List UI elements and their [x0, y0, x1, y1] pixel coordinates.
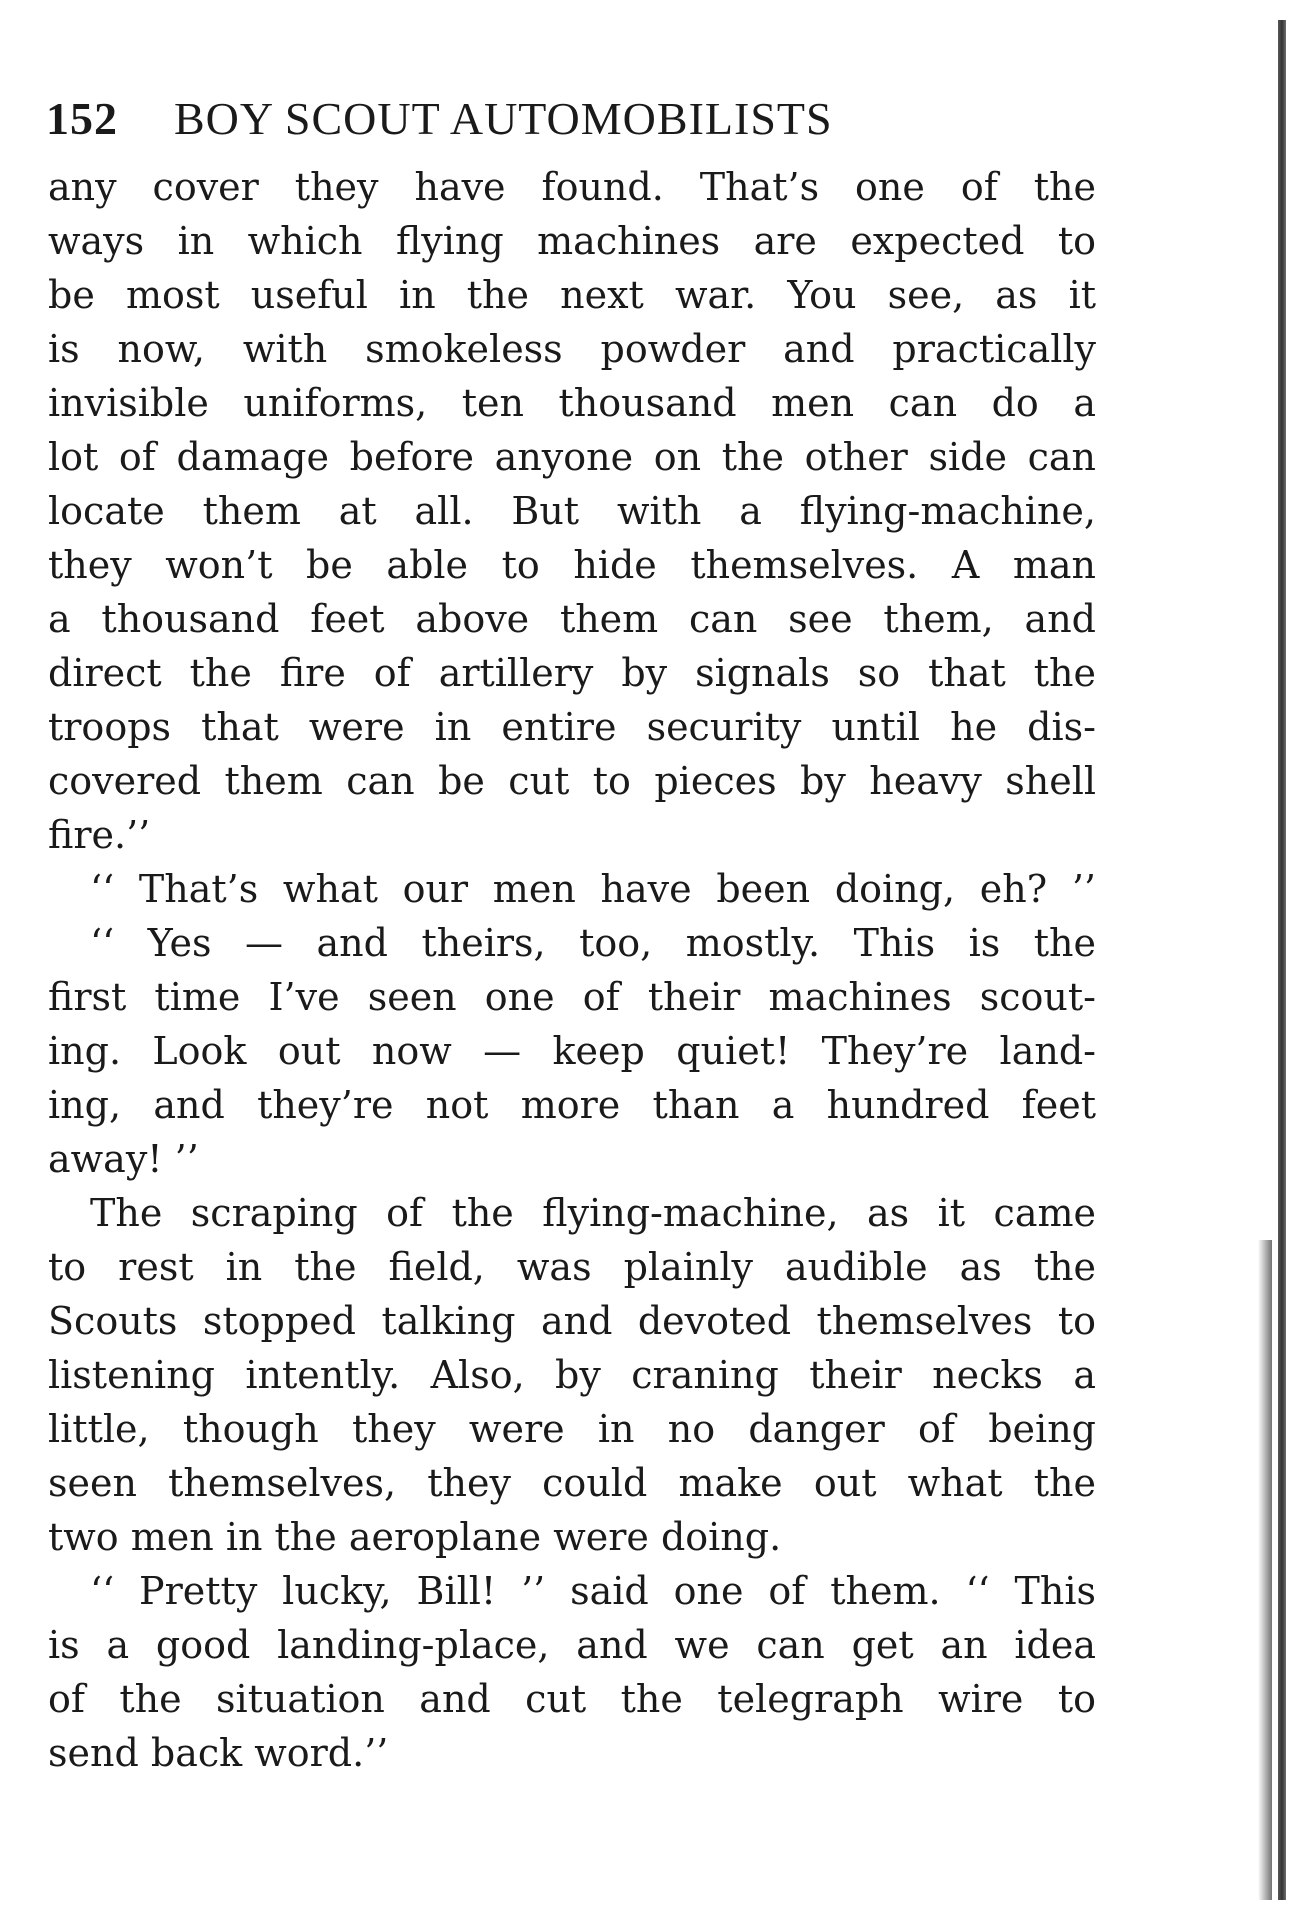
text-line: ways in which flying machines are expected to [48, 219, 1096, 263]
text-line: seen themselves, they could make out what the [48, 1461, 1096, 1505]
text-line: Scouts stopped talking and devoted themselves to [48, 1299, 1096, 1343]
page-number: 152 [46, 93, 118, 144]
text-line: little, though they were in no danger of being [48, 1407, 1096, 1451]
text-line: ‘‘ Pretty lucky, Bill! ’’ said one of them. ‘‘ This [90, 1569, 1096, 1613]
text-line: first time I’ve seen one of their machines scout- [48, 975, 1096, 1019]
text-line: troops that were in entire security until he dis- [48, 705, 1096, 749]
text-line: ‘‘ That’s what our men have been doing, eh? ’’ [90, 867, 1096, 911]
page-binding-shadow [1258, 1240, 1272, 1900]
text-line: ing, and they’re not more than a hundred feet [48, 1083, 1096, 1127]
text-line: The scraping of the flying-machine, as it came [90, 1191, 1096, 1235]
text-line: is a good landing-place, and we can get an idea [48, 1623, 1096, 1667]
text-line: is now, with smokeless powder and practically [48, 327, 1096, 371]
text-line: direct the fire of artillery by signals so that the [48, 651, 1096, 695]
text-line: a thousand feet above them can see them, and [48, 597, 1096, 641]
body-text [48, 160, 1096, 1780]
text-line: fire.’’ [48, 813, 151, 857]
text-line: ing. Look out now — keep quiet! They’re land- [48, 1029, 1096, 1073]
running-head [46, 92, 1096, 152]
text-line: ‘‘ Yes — and theirs, too, mostly. This is the [90, 921, 1096, 965]
text-line: invisible uniforms, ten thousand men can do a [48, 381, 1096, 425]
text-line: any cover they have found. That’s one of the [48, 165, 1096, 209]
text-line: they won’t be able to hide themselves. A man [48, 543, 1096, 587]
text-line: listening intently. Also, by craning their necks a [48, 1353, 1096, 1397]
text-line: be most useful in the next war. You see, as it [48, 273, 1096, 317]
text-line: lot of damage before anyone on the other side can [48, 435, 1096, 479]
text-line: to rest in the field, was plainly audible as the [48, 1245, 1096, 1289]
text-line: send back word.’’ [48, 1731, 389, 1775]
page-binding-edge [1278, 20, 1286, 1900]
text-line: of the situation and cut the telegraph wire to [48, 1677, 1096, 1721]
text-line: two men in the aeroplane were doing. [48, 1515, 782, 1559]
text-line: covered them can be cut to pieces by heavy shell [48, 759, 1096, 803]
text-line: locate them at all. But with a flying-machine, [48, 489, 1096, 533]
text-line: away! ’’ [48, 1137, 199, 1181]
book-title: BOY SCOUT AUTOMOBILISTS [174, 93, 833, 144]
